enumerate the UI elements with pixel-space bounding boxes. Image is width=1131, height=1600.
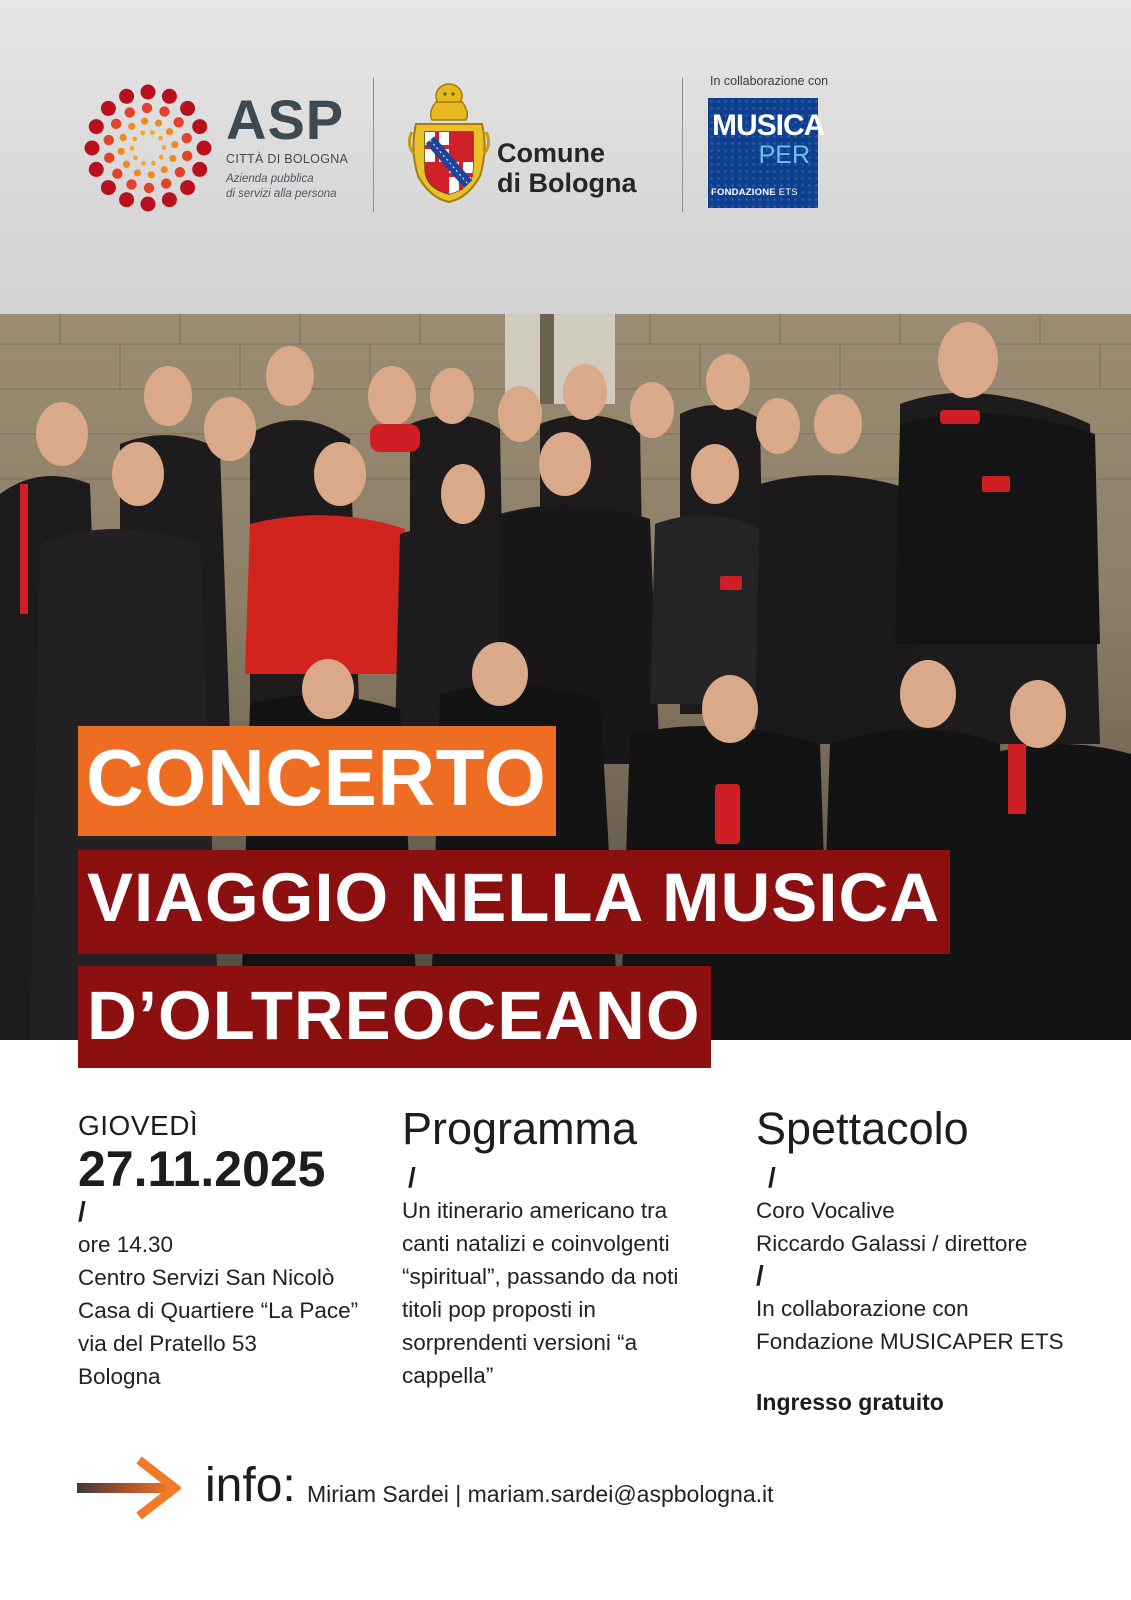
programma-column [402,1103,722,1392]
event-detail-line: via del Pratello 53 [78,1331,257,1356]
asp-logo-dot [132,137,137,142]
asp-logo-dot [89,119,104,134]
collab-line: Fondazione MUSICAPER ETS [756,1329,1064,1354]
asp-logo-dot [123,161,130,168]
programma-line: titoli pop proposti in [402,1297,596,1322]
event-details-column [78,1112,388,1393]
collaboration-label: In collaborazione con [710,74,829,88]
asp-logo-dot [134,169,141,176]
title-concerto: CONCERTO [78,726,556,836]
spettacolo-column [756,1103,1096,1419]
asp-logo-dot [130,146,135,151]
programma-line: cappella” [402,1363,494,1388]
programma-line: Un itinerario americano tra [402,1198,668,1223]
asp-logo-dot [120,134,127,141]
event-detail-line: Bologna [78,1364,161,1389]
asp-logo-dot [166,128,173,135]
comune-wordmark [497,138,636,198]
asp-logo-dot [180,180,195,195]
separator-slash: / [78,1196,86,1227]
asp-logo-dot [141,85,156,100]
separator-slash: / [756,1260,764,1291]
musicaper-foundation-suffix: ETS [778,187,798,198]
asp-name: ASP [226,88,345,151]
asp-logo-dot [89,162,104,177]
asp-logo-dot [159,155,164,160]
asp-logo-dot [104,153,114,163]
free-entry-label: Ingresso gratuito [756,1389,944,1415]
asp-logo-dot [171,141,178,148]
asp-logo-dot [144,183,154,193]
asp-logo-dot [133,155,138,160]
asp-tagline-line: di servizi alla persona [226,188,337,200]
asp-logo-dot [128,123,135,130]
programma-heading: Programma [402,1103,638,1154]
logo-divider [373,78,374,212]
asp-logo-dot [192,119,207,134]
asp-logo-dot [104,135,114,145]
event-detail-line: Centro Servizi San Nicolò [78,1265,335,1290]
asp-logo-dot [173,117,183,127]
programma-line: “spiritual”, passando da noti [402,1264,679,1289]
musicaper-foundation [711,187,798,198]
musicaper-per: PER [758,141,810,169]
asp-logo-dot [119,89,134,104]
asp-city: CITTÀ DI BOLOGNA [226,152,349,166]
asp-tagline [226,172,348,202]
spettacolo-heading: Spettacolo [756,1103,969,1154]
asp-dots-logo [84,84,212,212]
header-logos [0,0,1131,314]
separator-slash: / [408,1162,416,1193]
asp-logo-dot [148,171,155,178]
asp-logo-dot [150,130,155,135]
asp-logo-dot [141,161,146,166]
musicaper-word: MUSICA [712,109,825,142]
asp-logo-dot [155,120,162,127]
asp-logo-dot [159,106,169,116]
asp-logo-dot [125,107,135,117]
programma-line: sorprendenti versioni “a [402,1330,638,1355]
choir-line: Riccardo Galassi / direttore [756,1231,1028,1256]
asp-logo-dot [101,180,116,195]
comune-line: Comune [497,138,605,168]
asp-logo-dot [197,141,212,156]
info-contact: Miriam Sardei | mariam.sardei@aspbologna.it [307,1481,774,1507]
asp-logo-dot [161,166,168,173]
info-label: info: [205,1459,296,1512]
choir-line: Coro Vocalive [756,1198,895,1223]
event-date: 27.11.2025 [78,1141,326,1197]
asp-logo-dot [118,148,125,155]
title-viaggio: VIAGGIO NELLA MUSICA [78,850,950,954]
asp-logo-dot [162,89,177,104]
asp-tagline-line: Azienda pubblica [226,173,314,185]
logo-divider [682,78,683,212]
asp-logo-dot [142,103,152,113]
musicaper-logo [708,98,825,208]
asp-logo-dot [119,192,134,207]
asp-logo-dot [169,155,176,162]
asp-logo-dot [180,101,195,116]
event-day: GIOVEDÌ [78,1110,199,1141]
asp-logo-dot [151,161,156,166]
collab-line: In collaborazione con [756,1296,969,1321]
asp-logo-dot [182,133,192,143]
asp-logo-dot [182,151,192,161]
asp-logo-dot [111,119,121,129]
asp-logo-dot [112,169,122,179]
asp-logo-dot [161,178,171,188]
asp-logo-dot [101,101,116,116]
asp-logo-dot [175,167,185,177]
arrow-right-icon [77,1456,181,1520]
comune-line: di Bologna [497,168,637,198]
musicaper-foundation-bold: FONDAZIONE [711,187,776,198]
asp-logo-dot [140,131,145,136]
asp-logo-dot [141,118,148,125]
asp-logo-dot [126,179,136,189]
asp-logo-dot [162,145,167,150]
title-oltreoceano: D’OLTREOCEANO [78,966,711,1068]
separator-slash: / [768,1162,776,1193]
asp-logo-dot [162,192,177,207]
asp-logo-dot [192,162,207,177]
asp-logo-dot [141,197,156,212]
event-detail-line: ore 14.30 [78,1232,174,1257]
asp-logo-dot [85,141,100,156]
event-detail-line: Casa di Quartiere “La Pace” [78,1298,359,1323]
asp-logo-dot [158,136,163,141]
asp-wordmark [226,88,349,202]
bologna-crest-icon [408,80,490,204]
programma-line: canti natalizi e coinvolgenti [402,1231,670,1256]
